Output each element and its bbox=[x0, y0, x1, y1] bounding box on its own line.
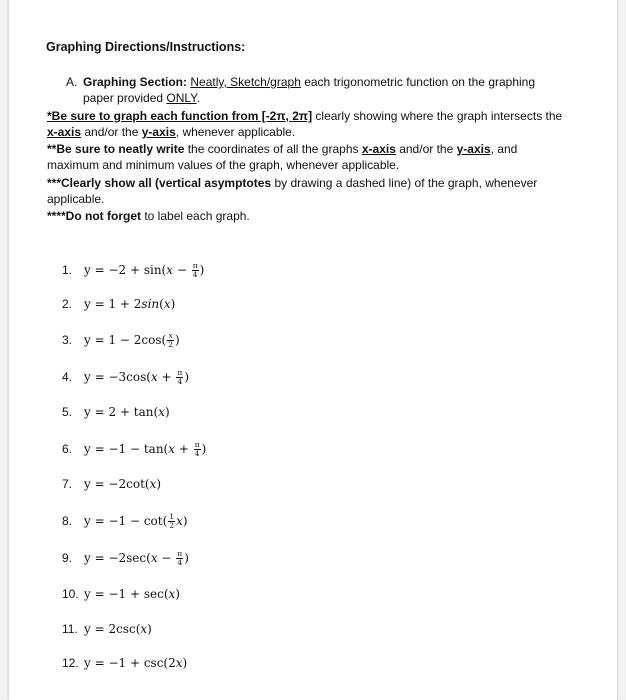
equation-variable: x bbox=[150, 370, 158, 384]
instructions-heading: Graphing Directions/Instructions: bbox=[46, 40, 246, 54]
fraction-numerator: π bbox=[194, 440, 200, 449]
equation-operator: + bbox=[175, 442, 193, 456]
equation-variable: x bbox=[149, 477, 157, 491]
equation-text: y = −1 − tan( bbox=[84, 442, 169, 456]
equation-text: y = −1 − cot( bbox=[84, 514, 168, 528]
function-number: 6. bbox=[62, 442, 73, 456]
equation-text: ) bbox=[184, 370, 190, 384]
coordinates-text: the coordinates of all the graphs bbox=[184, 142, 362, 156]
function-item-4 bbox=[62, 369, 189, 386]
function-equation bbox=[84, 587, 180, 601]
equation-variable: x bbox=[166, 263, 174, 277]
function-number: 2. bbox=[62, 297, 73, 311]
section-a-label: Graphing Section: bbox=[83, 75, 188, 89]
equation-variable: x bbox=[158, 405, 165, 419]
fraction-numerator: π bbox=[192, 261, 198, 270]
and-or-text: and/or the bbox=[81, 125, 142, 139]
note-coordinates bbox=[47, 141, 592, 157]
fraction-denominator: 4 bbox=[177, 558, 183, 567]
fraction-denominator: 2 bbox=[169, 521, 175, 530]
dashed-line-text: by drawing a dashed line) of the graph, whenever bbox=[271, 176, 538, 190]
function-item-8 bbox=[62, 513, 188, 530]
function-item-5 bbox=[62, 405, 170, 419]
function-item-6 bbox=[62, 441, 206, 458]
equation-text: ) bbox=[184, 551, 189, 565]
function-number: 4. bbox=[62, 370, 73, 384]
x-axis-text: x-axis bbox=[47, 125, 82, 139]
equation-variable: x bbox=[140, 622, 148, 636]
and-text: , and bbox=[490, 142, 518, 156]
function-item-1 bbox=[62, 262, 204, 279]
do-not-forget-text: ****Do not forget bbox=[47, 209, 141, 223]
equation-text: ( bbox=[159, 297, 164, 311]
function-item-12 bbox=[62, 656, 187, 670]
equation-variable: x bbox=[168, 587, 176, 601]
graph-range-text: *Be sure to graph each function from [-2π, 2π] bbox=[47, 109, 313, 123]
note-coordinates-line2: maximum and minimum values of the graph, whenever applicable. bbox=[47, 158, 400, 172]
function-number: 7. bbox=[62, 477, 73, 491]
note-graph-range-line2 bbox=[47, 124, 295, 140]
paper-provided-text: paper provided bbox=[83, 91, 167, 105]
equation-text: y = −2sec( bbox=[84, 551, 151, 565]
function-number: 1. bbox=[62, 263, 73, 277]
function-equation bbox=[84, 370, 189, 384]
function-equation bbox=[84, 514, 188, 528]
equation-fraction bbox=[192, 262, 199, 279]
function-number: 5. bbox=[62, 405, 73, 419]
function-item-11 bbox=[62, 622, 152, 636]
note-label-graph bbox=[47, 208, 250, 224]
section-a-rest: each trigonometric function on the graphing bbox=[300, 75, 536, 89]
function-item-2 bbox=[62, 297, 175, 311]
equation-text: y = 2csc( bbox=[84, 622, 141, 636]
equation-text: y = 2 + tan( bbox=[84, 405, 159, 419]
function-equation bbox=[84, 333, 180, 347]
section-a-line2 bbox=[83, 90, 200, 106]
function-number: 9. bbox=[62, 551, 73, 565]
equation-fraction bbox=[176, 550, 183, 567]
and-or-text: and/or the bbox=[395, 142, 457, 156]
equation-text: ) bbox=[164, 405, 170, 419]
period-text: . bbox=[196, 91, 200, 105]
equation-operator: − bbox=[173, 263, 191, 277]
x-axis-text: x-axis bbox=[361, 142, 396, 156]
note-graph-range bbox=[47, 108, 592, 124]
fraction-numerator: π bbox=[177, 368, 183, 377]
function-item-10 bbox=[62, 587, 180, 601]
function-equation bbox=[84, 405, 170, 419]
note-asymptotes bbox=[47, 175, 592, 191]
y-axis-text: y-axis bbox=[141, 125, 176, 139]
function-item-7 bbox=[62, 477, 161, 491]
equation-fraction bbox=[167, 332, 174, 349]
fraction-denominator: 4 bbox=[192, 270, 198, 279]
function-equation bbox=[84, 622, 152, 636]
equation-text: y = −3cos( bbox=[84, 370, 151, 384]
equation-variable: x bbox=[176, 514, 183, 528]
equation-text: y = −1 + sec( bbox=[84, 587, 169, 601]
fraction-numerator: π bbox=[177, 549, 183, 558]
graph-range-rest: clearly showing where the graph intersects the bbox=[312, 109, 563, 123]
y-axis-text: y-axis bbox=[456, 142, 491, 156]
function-equation bbox=[84, 477, 161, 491]
function-equation bbox=[84, 263, 204, 277]
equation-text: ) bbox=[201, 442, 207, 456]
equation-text: ) bbox=[170, 297, 176, 311]
function-number: 8. bbox=[62, 514, 73, 528]
fraction-denominator: 4 bbox=[177, 377, 183, 386]
function-equation bbox=[84, 297, 175, 311]
fraction-denominator: 2 bbox=[168, 340, 173, 349]
label-graph-text: to label each graph. bbox=[141, 209, 250, 223]
function-equation bbox=[84, 656, 187, 670]
function-number: 10. bbox=[62, 587, 79, 601]
equation-text: ) bbox=[182, 514, 188, 528]
equation-text: ) bbox=[175, 587, 180, 601]
fraction-numerator: 1 bbox=[169, 512, 175, 521]
equation-variable: x bbox=[163, 297, 171, 311]
note-asymptotes-line2: applicable. bbox=[47, 192, 105, 206]
equation-operator: + bbox=[157, 370, 176, 384]
section-a-marker: A. bbox=[66, 75, 78, 89]
equation-fraction bbox=[168, 513, 175, 530]
neatly-sketch-text: Neatly, Sketch/graph bbox=[190, 75, 301, 89]
fraction-denominator: 4 bbox=[194, 449, 200, 458]
applicable-text: , whenever applicable. bbox=[175, 125, 296, 139]
equation-text: ) bbox=[182, 656, 188, 670]
function-equation bbox=[84, 551, 189, 565]
equation-text: y = −2 + sin( bbox=[84, 263, 167, 277]
function-number: 3. bbox=[62, 333, 73, 347]
neatly-write-text: **Be sure to neatly write bbox=[47, 142, 185, 156]
function-number: 12. bbox=[62, 656, 79, 670]
equation-variable: x bbox=[150, 551, 158, 565]
equation-operator: − bbox=[157, 551, 176, 565]
fraction-numerator: x bbox=[168, 331, 173, 340]
equation-text: y = 1 − 2cos( bbox=[84, 333, 167, 347]
equation-text: ) bbox=[199, 263, 205, 277]
equation-text: y = −2cot( bbox=[84, 477, 150, 491]
equation-text: y = −1 + csc(2 bbox=[84, 656, 176, 670]
equation-fraction bbox=[176, 369, 183, 386]
equation-fraction bbox=[194, 441, 201, 458]
equation-variable: x bbox=[168, 442, 176, 456]
section-a-instruction bbox=[83, 74, 573, 90]
equation-text: ) bbox=[147, 622, 152, 636]
equation-text: ) bbox=[156, 477, 162, 491]
equation-text: ) bbox=[174, 333, 180, 347]
equation-text: y = 1 + 2 bbox=[84, 297, 142, 311]
function-item-9 bbox=[62, 550, 189, 567]
equation-function: sin bbox=[141, 297, 160, 311]
function-item-3 bbox=[62, 332, 180, 349]
function-equation bbox=[84, 442, 206, 456]
equation-variable: x bbox=[175, 656, 183, 670]
asymptotes-text: ***Clearly show all (vertical asymptotes bbox=[47, 176, 272, 190]
only-text: ONLY bbox=[166, 91, 197, 105]
function-number: 11. bbox=[62, 622, 78, 636]
